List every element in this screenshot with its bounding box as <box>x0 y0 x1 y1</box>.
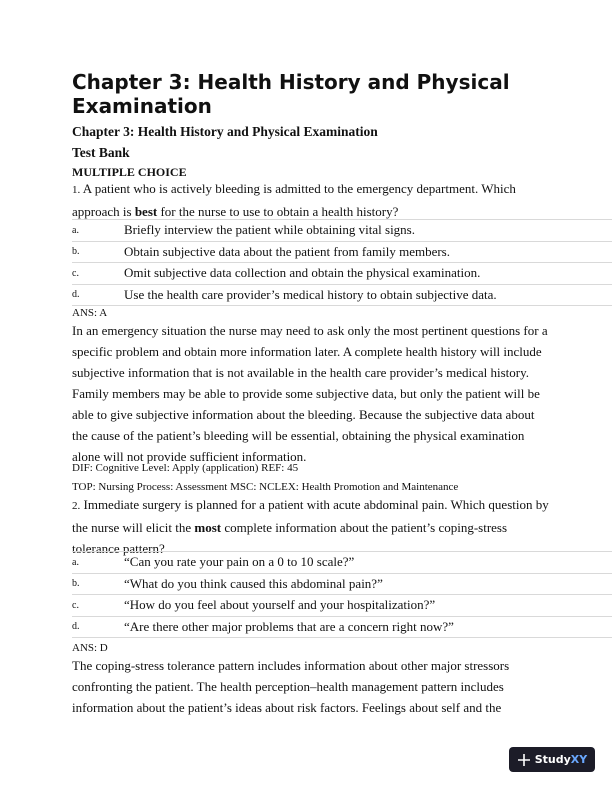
option-text: “How do you feel about yourself and your hospitalization?” <box>124 597 436 613</box>
option-text: “What do you think caused this abdominal pain?” <box>124 575 383 591</box>
question-emphasis: most <box>194 520 222 535</box>
plus-icon <box>517 753 531 767</box>
option-letter: c. <box>72 599 79 611</box>
question-1-options <box>72 219 612 306</box>
option-row[interactable] <box>72 220 612 242</box>
option-letter: b. <box>72 578 80 590</box>
difficulty-info: DIF: Cognitive Level: Apply (application) REF: 45 <box>72 462 299 474</box>
question-1-stem <box>72 178 550 222</box>
option-text: Briefly interview the patient while obtaining vital signs. <box>124 222 415 238</box>
rationale-text: In an emergency situation the nurse may need to ask only the most pertinent questions for a specific problem and obtain more information later. A complete health history will include subjective information that is not available in the health care provider’s medical history. Family members may be able to provide some subjective data, but only the patient will be able to give subjective information about the bleeding. Because the subjective data about the cause of the patient’s bleeding will be essential, obtaining the physical examination alone will not provide sufficient information. <box>72 323 548 464</box>
test-bank-label: Test Bank <box>72 145 130 160</box>
question-number: 1. <box>72 184 81 196</box>
question-text: complete information about the patient’s coping-stress tolerance pattern? <box>72 520 508 556</box>
option-row[interactable] <box>72 552 612 574</box>
answer-label: ANS: A <box>72 307 108 319</box>
option-letter: a. <box>72 556 79 568</box>
option-row[interactable] <box>72 241 612 263</box>
option-row[interactable] <box>72 616 612 638</box>
option-row[interactable] <box>72 573 612 595</box>
option-text: Use the health care provider’s medical history to obtain subjective data. <box>124 286 497 302</box>
question-text: for the nurse to use to obtain a health history? <box>157 204 399 219</box>
question-text: A patient who is actively bleeding is admitted to the emergency department. Which approach is <box>72 181 516 219</box>
option-letter: a. <box>72 224 79 236</box>
section-heading: MULTIPLE CHOICE <box>72 165 187 179</box>
option-row[interactable] <box>72 284 612 306</box>
question-number: 2. <box>72 500 81 512</box>
option-text: Omit subjective data collection and obtain the physical examination. <box>124 265 481 281</box>
question-2-options <box>72 551 612 638</box>
chapter-subtitle: Chapter 3: Health History and Physical Examination <box>72 124 378 139</box>
option-letter: c. <box>72 267 79 279</box>
option-text: “Are there other major problems that are a concern right now?” <box>124 618 454 634</box>
studyxy-logo[interactable] <box>509 747 595 772</box>
document-title: Chapter 3: Health History and Physical Examination <box>72 70 510 118</box>
option-letter: d. <box>72 621 80 633</box>
answer-label: ANS: D <box>72 642 108 654</box>
option-row[interactable] <box>72 595 612 617</box>
question-text: Immediate surgery is planned for a patient with acute abdominal pain. Which question by the nurse will elicit the <box>72 497 549 535</box>
option-letter: d. <box>72 289 80 301</box>
question-emphasis: best <box>134 204 158 219</box>
option-text: “Can you rate your pain on a 0 to 10 scale?” <box>124 554 355 570</box>
option-letter: b. <box>72 246 80 258</box>
question-2-stem <box>72 494 550 559</box>
option-text: Obtain subjective data about the patient from family members. <box>124 243 450 259</box>
rationale-text: The coping-stress tolerance pattern includes information about other major stressors confronting the patient. The health perception–health management pattern includes information about the patient’s ideas about risk factors. Feelings about self and the <box>72 658 510 715</box>
option-row[interactable] <box>72 263 612 285</box>
topic-info: TOP: Nursing Process: Assessment MSC: NCLEX: Health Promotion and Maintenance <box>72 481 459 493</box>
brand-name: StudyXY <box>534 753 588 766</box>
